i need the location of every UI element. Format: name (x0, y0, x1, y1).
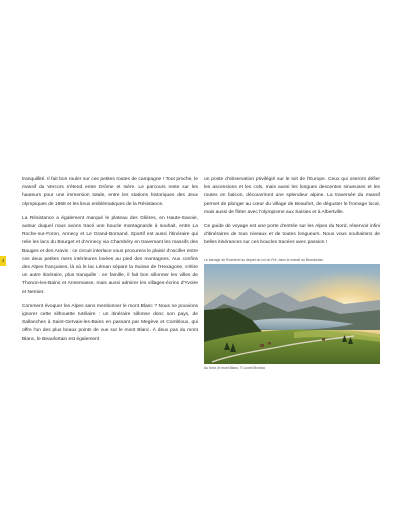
photo-caption: Le barrage de Roselend au départ du col du Pré, dans le massif du Beaufortain. (204, 257, 325, 262)
paragraph: Ce guide de voyage est une porte d'entrée sur les Alpes du Nord, réservoir infini d'itinéraires de tous niveaux et de toutes longueurs. Nous vous souhaitons de belles itinérances sur ces boucles tracées avec passion ! (204, 224, 380, 246)
paragraph: un poste d'observation privilégié sur le toit de l'Europe. Ceux qui oseront défier les ascensions et les cols, mais aussi les longues descentes sinueuses et les routes en balcon, découvriront une splendeur alpine. La traversée du massif permet de plonger au cœur du village de Beaufort, de déguster le fromage local, mais aussi de flirter avec l'olympisme aux Saisies et à Albertville. (204, 177, 380, 215)
paragraph: La Résistance a également marqué le plateau des Glières, en Haute-Savoie, autour duquel nous avons tracé une boucle montagnarde à souhait, entre La Roche-sur-Foron, Annecy et Le Grand-Bornand. Sportif est aussi l'itinéraire qui relie les lacs du Bourget et d'Annecy via Chambéry en traversant les massifs des Bauges et des Aravis : ce circuit interlace vous procurera le plaisir d'osciller entre ces deux petites mers intérieures lovées au pied des montagnes. Aux confins des Alpes françaises, là où le lac Léman sépare la Suisse de l'Hexagone, s'étire un autre itinéraire, plus tranquille : en famille, il fait bon sillonner les villes de Thonon-les-Bains et Annemasse, mais aussi admirer les villages-écrins d'Yvoire et Nernier. (22, 215, 198, 295)
photo-credit: Au fond, le mont Blanc. © Lionel Montico (204, 366, 266, 371)
landscape-photo (204, 264, 380, 364)
page-number-tab: 4 (0, 256, 6, 266)
right-column (204, 176, 380, 371)
left-column (22, 176, 198, 350)
paragraph: Comment évoquer les Alpes sans mentionner le mont Blanc ? Nous ne pouvions ignorer cette silhouette tutélaire : un itinéraire sillonne donc son pays, de Sallanches à Saint-Gervais-les-Bains en passant par Megève et Combloux, qui offre l'un des plus beaux points de vue sur le mont Blanc. À deux pas du mont Blanc, le Beaufortain est également (22, 303, 198, 342)
paragraph: tranquillité. Il fait bon rouler sur ces petites routes de campagne ! Tout proche, le massif du Vercors s'étend entre Drôme et Isère. Le parcours reste sur les hauteurs pour une immersion totale, entre les stations historiques des Jeux olympiques de 1968 et les lieux emblématiques de la Résistance. (22, 177, 198, 207)
